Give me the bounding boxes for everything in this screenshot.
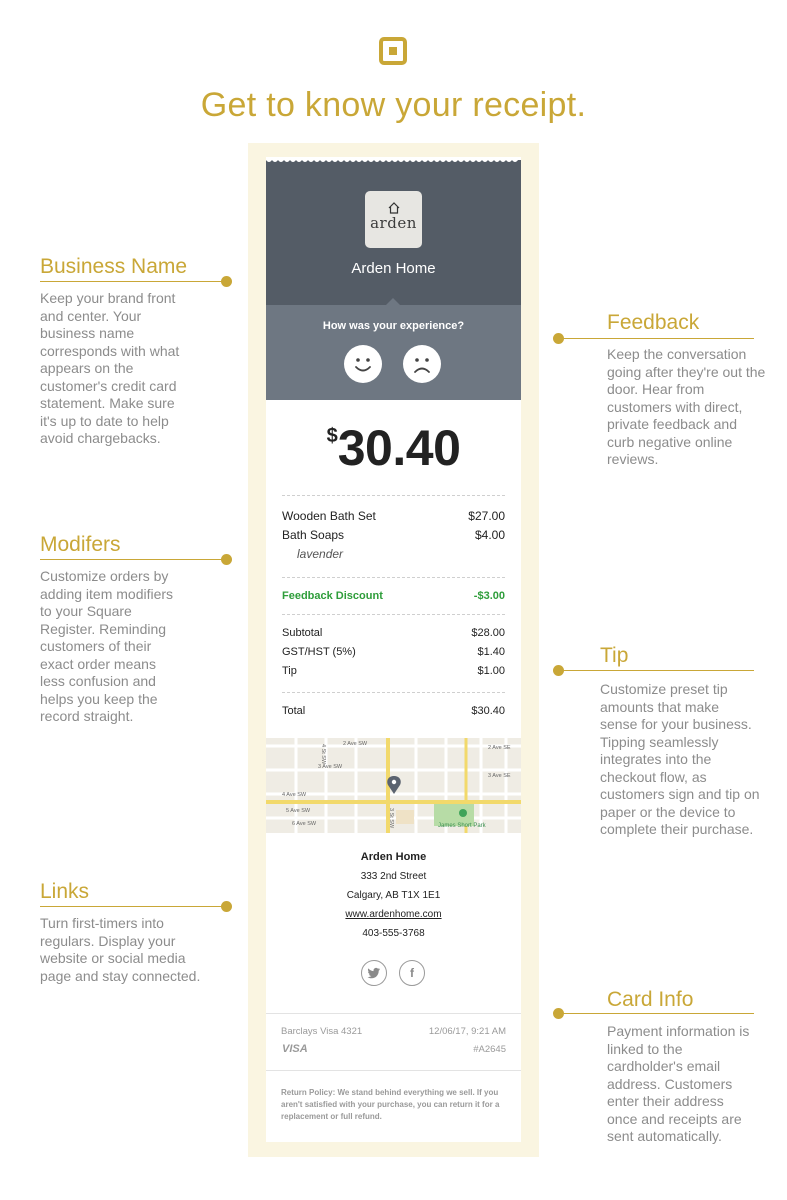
discount-label: Feedback Discount (282, 590, 383, 602)
receipt (266, 157, 521, 1142)
item-price: $27.00 (468, 509, 505, 523)
total-amount (266, 419, 521, 477)
facebook-button[interactable] (399, 960, 425, 986)
annotation-line (40, 906, 224, 907)
divider (282, 495, 505, 496)
store-phone: 403-555-3768 (362, 928, 425, 939)
store-street: 333 2nd Street (360, 871, 427, 882)
summary-row (282, 665, 505, 677)
divider (282, 614, 505, 615)
feedback-notch (385, 298, 401, 306)
annotation-text-tip: Customize preset tip amounts that make sense for your business. Tipping seamlessly integrates into the checkout flow, as customers sign and tip on paper or the device to complete their purchase. (600, 681, 760, 837)
total-label: Total (282, 705, 306, 717)
annotation-dot (221, 276, 232, 287)
frown-icon (403, 345, 441, 383)
item-name: Wooden Bath Set (282, 509, 376, 523)
divider (282, 692, 505, 693)
summary-row (282, 646, 505, 658)
annotation-line (559, 338, 754, 339)
store-name: Arden Home (360, 851, 427, 863)
divider (266, 1070, 521, 1071)
total-row (282, 705, 505, 717)
annotation-text-business-name: Keep your brand front and center. Your business name corresponds with what appears on the customer's credit card statement. Make sure it's up to date to help avoid chargebacks. (40, 290, 180, 446)
park-label: James Short Park (438, 823, 486, 829)
street-label: 4 St SW (320, 744, 326, 765)
annotation-title-tip: Tip (600, 644, 629, 667)
item-name: Bath Soaps (282, 528, 345, 542)
summary-value: $1.00 (477, 665, 505, 677)
card-label: Barclays Visa 4321 (281, 1026, 363, 1037)
sad-face-button[interactable] (403, 345, 441, 383)
house-icon (387, 201, 401, 215)
happy-face-button[interactable] (344, 345, 382, 383)
brand-logo-text: arden (370, 214, 417, 232)
summary-row (282, 627, 505, 639)
annotation-dot (221, 901, 232, 912)
card-datetime: 12/06/17, 9:21 AM (428, 1026, 506, 1037)
annotation-line (40, 281, 224, 282)
street-label: 5 Ave SW (286, 808, 311, 814)
square-logo-icon (379, 37, 407, 65)
website-link[interactable]: www.ardenhome.com (345, 909, 442, 920)
annotation-title-modifiers: Modifers (40, 533, 121, 556)
smile-icon (344, 345, 382, 383)
annotation-line (40, 559, 224, 560)
return-policy: Return Policy: We stand behind everything we sell. If you aren't satisfied with your purchase, you can return it for a replacement or full refund. (281, 1088, 500, 1121)
street-label: 3 Ave SE (488, 773, 511, 779)
discount-row (282, 590, 505, 602)
summary-value: $1.40 (477, 646, 505, 658)
brand-logo (365, 191, 422, 248)
summary-value: $28.00 (471, 627, 505, 639)
feedback-question: How was your experience? (322, 320, 465, 332)
total-value: $30.40 (471, 705, 505, 717)
street-label: 2 Ave SW (343, 741, 368, 747)
annotation-line (559, 1013, 754, 1014)
street-label: 6 Ave SW (292, 821, 317, 827)
street-label: 3 St SW (388, 808, 394, 829)
summary-label: Tip (282, 665, 297, 677)
modifier-name: lavender (297, 547, 344, 561)
store-city: Calgary, AB T1X 1E1 (346, 890, 441, 901)
street-label: 2 Ave SE (488, 745, 511, 751)
facebook-icon: f (410, 966, 414, 980)
twitter-button[interactable] (361, 960, 387, 986)
receipt-number: #A2645 (473, 1044, 506, 1055)
page-title: Get to know your receipt. (200, 86, 587, 124)
amount-value: 30.40 (337, 420, 461, 476)
line-item (282, 509, 505, 523)
annotation-title-business-name: Business Name (40, 255, 188, 278)
item-modifier (282, 547, 505, 561)
annotation-title-feedback: Feedback (607, 311, 700, 334)
annotation-title-links: Links (40, 880, 90, 903)
street-label: 3 Ave SW (318, 764, 343, 770)
street-label: 4 Ave SW (282, 792, 307, 798)
location-map[interactable] (266, 738, 521, 833)
currency-symbol: $ (326, 425, 338, 447)
discount-value: -$3.00 (473, 590, 505, 602)
annotation-dot (221, 554, 232, 565)
map-graphic (266, 738, 521, 833)
annotation-text-card-info: Payment information is linked to the cardholder's email address. Customers enter their address once and receipts are sent automatically. (607, 1023, 750, 1144)
line-item (282, 528, 505, 542)
divider (282, 577, 505, 578)
summary-label: Subtotal (282, 627, 323, 639)
annotation-text-modifiers: Customize orders by adding item modifiers to your Square Register. Reminding customers of their exact order means less confusion and helps you keep the record straight. (40, 568, 174, 724)
annotation-title-card-info: Card Info (607, 988, 694, 1011)
annotation-line (559, 670, 754, 671)
card-section (266, 1013, 521, 1014)
annotation-text-links: Turn first-timers into regulars. Display your website or social media page and stay connected. (40, 915, 201, 984)
business-name: Arden Home (351, 260, 436, 277)
torn-edge (266, 157, 521, 165)
summary-label: GST/HST (5%) (282, 646, 356, 658)
visa-logo: VISA (282, 1043, 308, 1055)
annotation-text-feedback: Keep the conversation going after they're out the door. Hear from customers with direct, private feedback and curb negative online reviews. (607, 346, 766, 467)
item-price: $4.00 (474, 528, 505, 542)
twitter-icon (367, 966, 381, 980)
